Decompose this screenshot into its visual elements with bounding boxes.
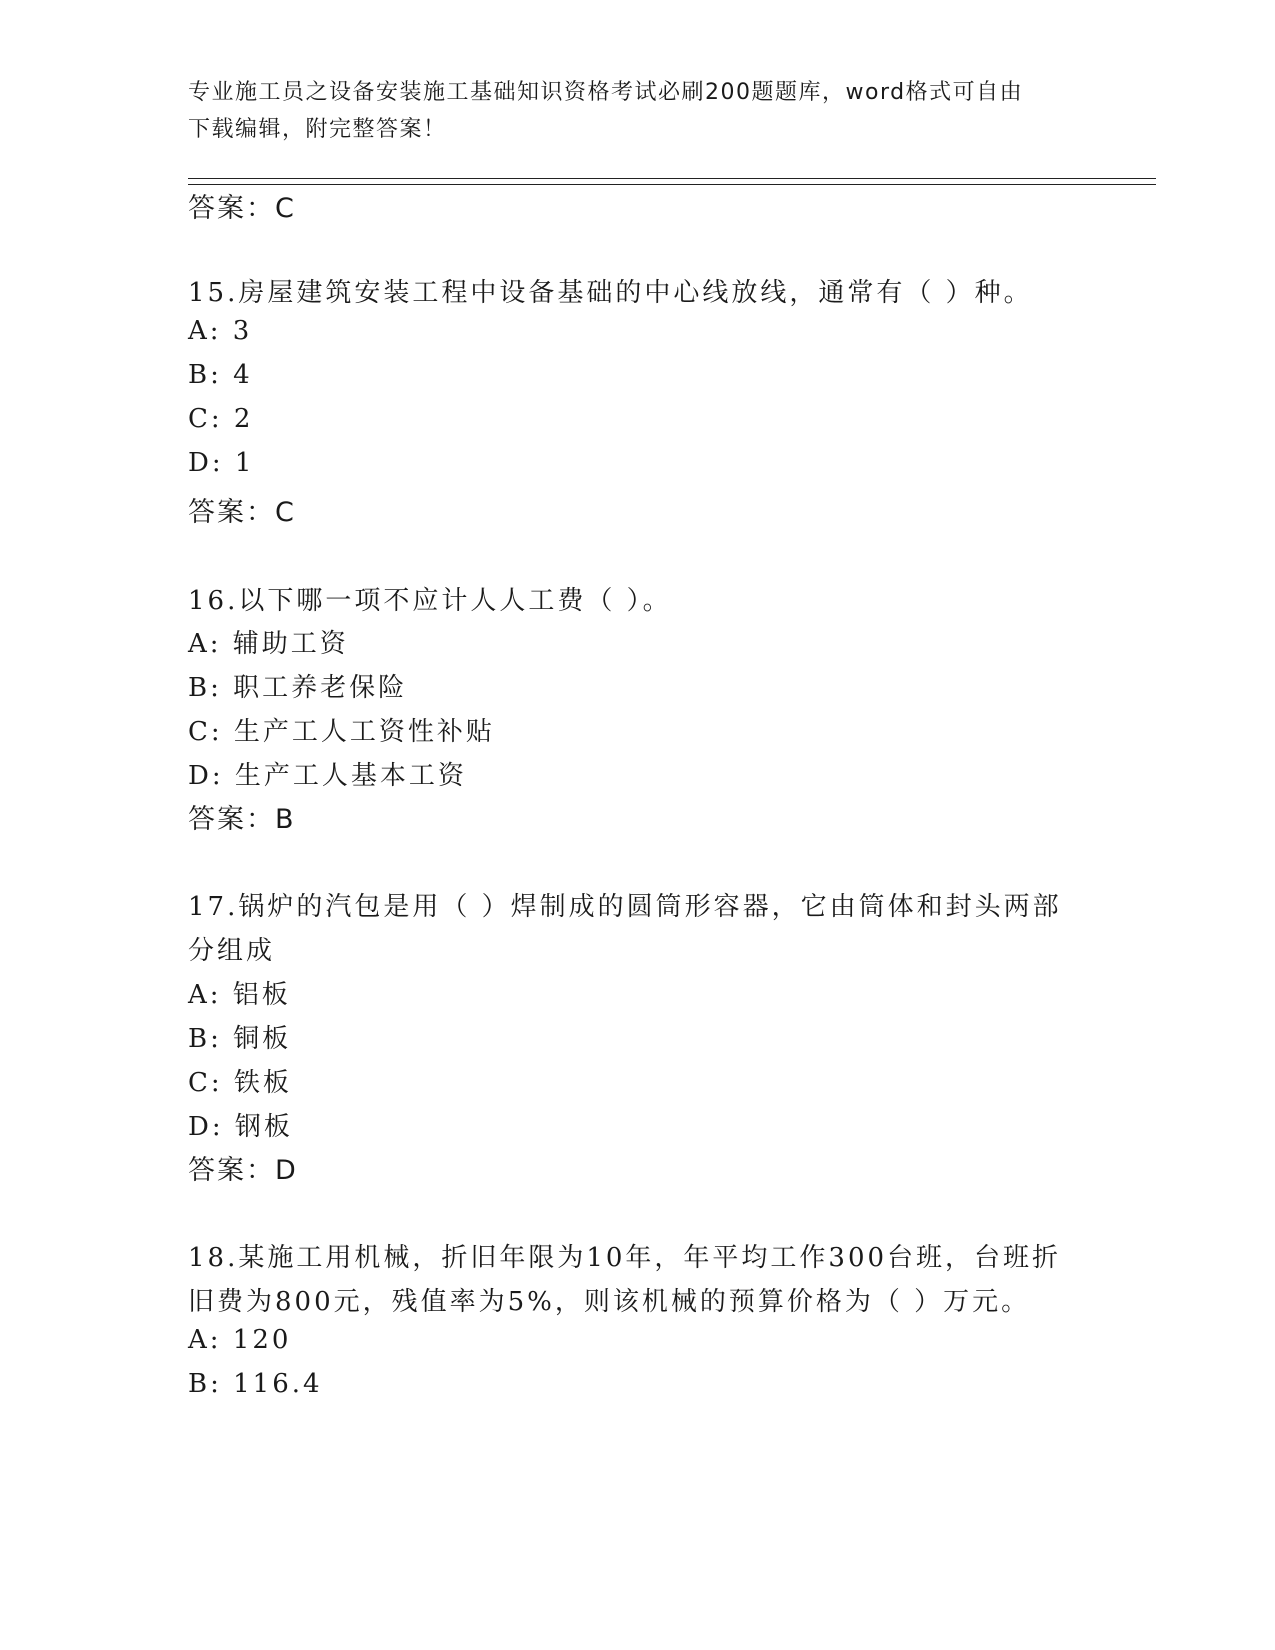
header-divider-top	[188, 178, 1156, 179]
question-16-text: 16.以下哪一项不应计人人工费（ ）。	[188, 586, 672, 616]
question-18-option-b: B: 116.4	[188, 1369, 323, 1399]
header-title-line-1: 专业施工员之设备安装施工基础知识资格考试必刷200题题库，word格式可自由	[188, 80, 1024, 105]
question-15-option-a: A: 3	[188, 316, 253, 346]
question-15-text: 15.房屋建筑安装工程中设备基础的中心线放线，通常有（ ）种。	[188, 278, 1033, 308]
question-17-text-line-2: 分组成	[188, 936, 276, 966]
question-15-option-d: D: 1	[188, 448, 255, 478]
question-16-answer: 答案：B	[188, 804, 296, 835]
question-17-option-d: D: 钢板	[188, 1112, 293, 1142]
question-16-option-b: B: 职工养老保险	[188, 673, 408, 703]
question-17-answer: 答案：D	[188, 1155, 298, 1186]
question-15-answer: 答案：C	[188, 497, 296, 528]
question-17-option-a: A: 铝板	[188, 980, 291, 1010]
question-18-text-line-1: 18.某施工用机械，折旧年限为10年，年平均工作300台班，台班折	[188, 1243, 1062, 1273]
question-16-option-d: D: 生产工人基本工资	[188, 761, 467, 791]
header-divider-bottom	[188, 184, 1156, 185]
question-17-text-line-1: 17.锅炉的汽包是用（ ）焊制成的圆筒形容器，它由筒体和封头两部	[188, 892, 1062, 922]
question-15-option-c: C: 2	[188, 404, 254, 434]
question-17-option-b: B: 铜板	[188, 1024, 292, 1054]
question-16-option-c: C: 生产工人工资性补贴	[188, 717, 495, 747]
question-18-option-a: A: 120	[188, 1325, 292, 1355]
document-header	[188, 74, 1068, 148]
question-18-text-line-2: 旧费为800元，残值率为5%，则该机械的预算价格为（ ）万元。	[188, 1287, 1031, 1317]
question-17-option-c: C: 铁板	[188, 1068, 292, 1098]
question-15-option-b: B: 4	[188, 360, 253, 390]
question-16-option-a: A: 辅助工资	[188, 629, 349, 659]
previous-answer: 答案：C	[188, 193, 296, 224]
header-title-line-2: 下载编辑，附完整答案！	[188, 117, 447, 142]
